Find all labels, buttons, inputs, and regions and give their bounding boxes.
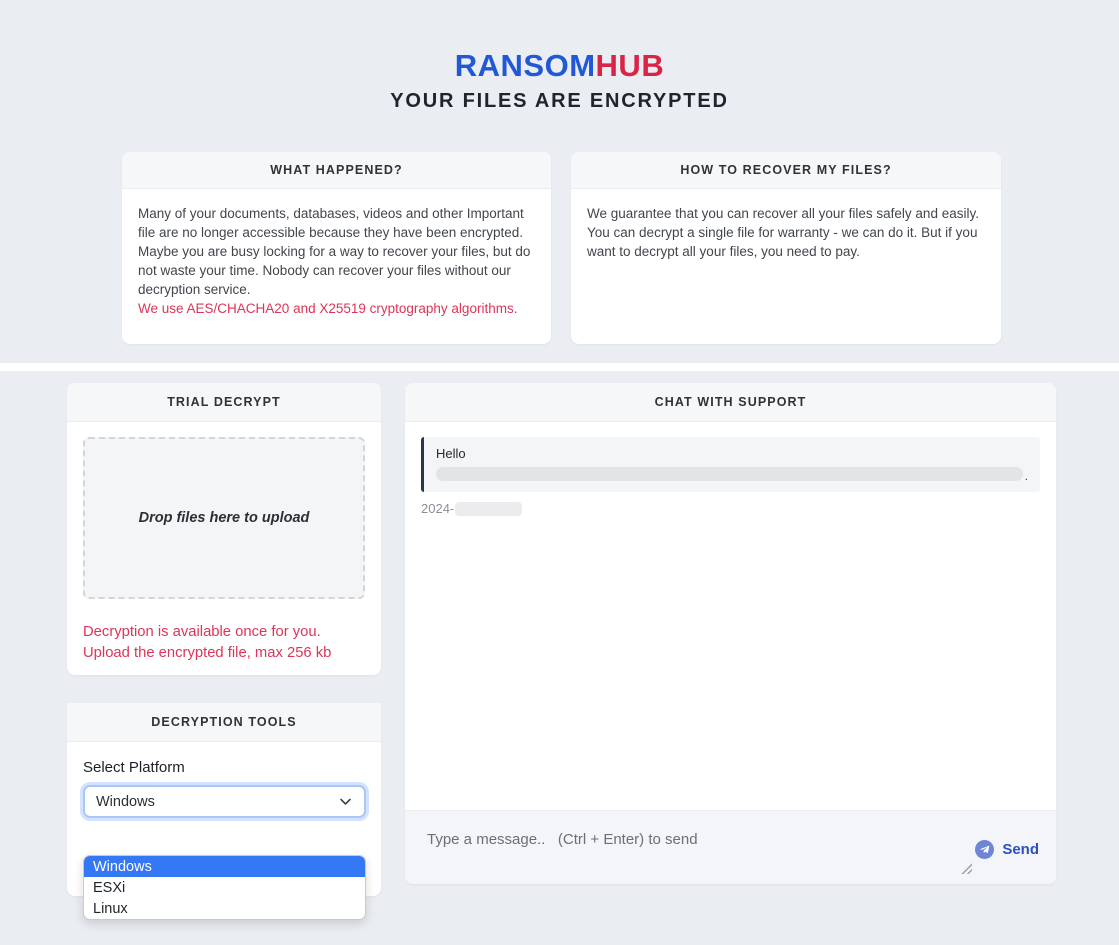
decryption-tools-body [67, 742, 381, 917]
what-happened-card [122, 152, 551, 344]
platform-dropdown-menu [83, 855, 366, 920]
how-to-recover-title: HOW TO RECOVER MY FILES? [571, 152, 1001, 189]
chat-message-timestamp [421, 501, 1040, 516]
platform-select[interactable] [83, 785, 366, 818]
trial-decrypt-card [67, 383, 381, 675]
crypto-algorithms-note: We use AES/CHACHA20 and X25519 cryptography algorithms. [138, 301, 518, 316]
how-to-recover-card [571, 152, 1001, 344]
what-happened-title: WHAT HAPPENED? [122, 152, 551, 189]
chat-message-input[interactable] [421, 819, 973, 877]
platform-option-windows[interactable]: Windows [84, 856, 365, 877]
how-to-recover-text: We guarantee that you can recover all your files safely and easily. You can decrypt a single file for warranty - we can do it. But if you want to decrypt all your files, you need to pay. [587, 206, 979, 259]
what-happened-body [122, 189, 551, 333]
what-happened-text: Many of your documents, databases, videos and other Important file are no longer accessible because they have been encrypted. Maybe you are busy locking for a way to recover your files, but do not waste your time. Nobody can recover your files without our decryption service. [138, 206, 531, 297]
chat-title: CHAT WITH SUPPORT [405, 383, 1056, 422]
decryption-tools-card [67, 703, 381, 917]
trial-decrypt-note: Decryption is available once for you. Upload the encrypted file, max 256 kb [83, 624, 332, 661]
page-title: YOUR FILES ARE ENCRYPTED [390, 90, 729, 112]
brand-logo-part2: HUB [595, 48, 665, 83]
decryption-tools-title: DECRYPTION TOOLS [67, 703, 381, 742]
chat-input-bar [405, 810, 1056, 884]
file-dropzone[interactable] [83, 437, 365, 599]
platform-option-linux[interactable]: Linux [93, 900, 128, 917]
send-button-label: Send [1002, 841, 1039, 858]
chat-message [421, 437, 1040, 492]
trial-decrypt-title: TRIAL DECRYPT [67, 383, 381, 422]
how-to-recover-body [571, 189, 1001, 276]
platform-select-label: Select Platform [83, 759, 185, 776]
section-divider [0, 363, 1119, 371]
redaction-bar [436, 467, 1023, 481]
platform-select-value: Windows [96, 793, 155, 810]
chat-message-text: Hello [436, 446, 466, 461]
send-paper-plane-icon [975, 840, 994, 859]
trial-decrypt-body [67, 422, 381, 675]
redaction-suffix: . [1024, 469, 1028, 483]
timestamp-redaction-bar [455, 502, 522, 516]
send-button[interactable] [975, 840, 1039, 859]
timestamp-prefix: 2024- [421, 501, 455, 516]
dropzone-hint: Drop files here to upload [138, 510, 310, 526]
chat-message-list [405, 422, 1056, 810]
platform-option-esxi[interactable]: ESXi [93, 879, 126, 896]
chevron-down-icon [338, 794, 353, 809]
chat-card [405, 383, 1056, 884]
brand-logo-part1: RANSOM [454, 48, 596, 83]
chat-message-redacted-line [436, 467, 1028, 481]
brand-logo [0, 48, 1119, 84]
